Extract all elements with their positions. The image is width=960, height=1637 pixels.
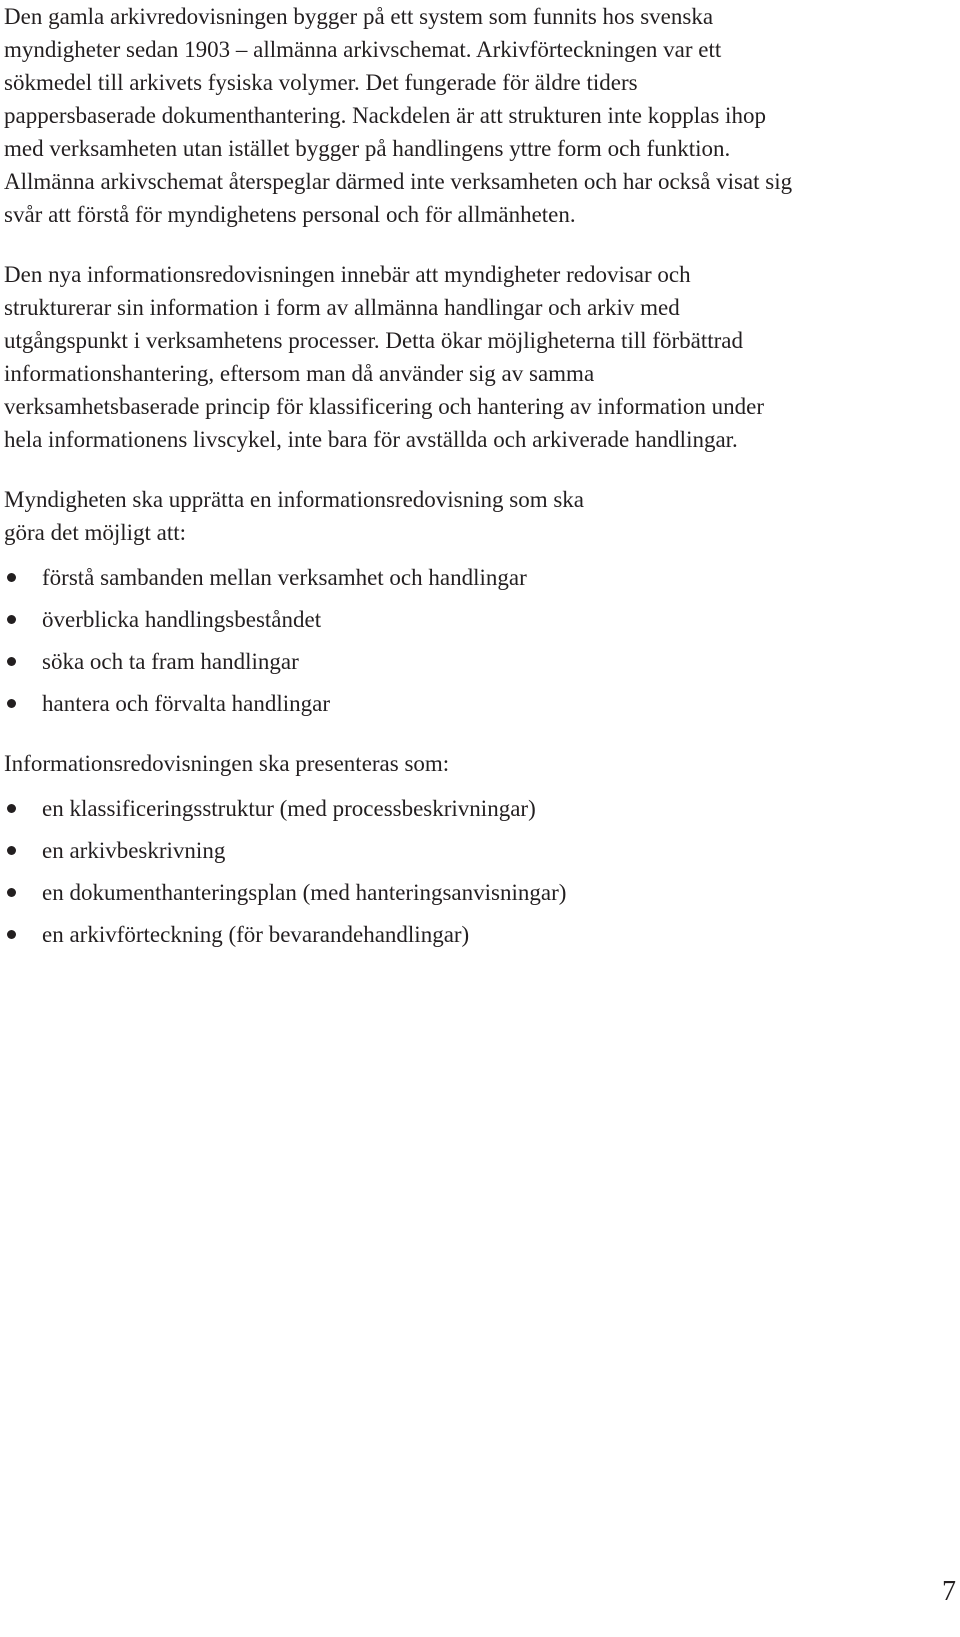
list-item-text: hantera och förvalta handlingar [42,691,331,716]
list-item-text: en klassificeringsstruktur (med processbeskrivningar) [42,796,536,821]
list-item-text: en arkivbeskrivning [42,838,226,863]
list-item [4,683,794,725]
list-item [4,872,794,914]
list-item-text: söka och ta fram handlingar [42,649,299,674]
list-item-text: en dokumenthanteringsplan (med hanteringsanvisningar) [42,880,567,905]
bullet-icon [7,846,16,855]
list-item [4,599,794,641]
page-content [4,0,794,978]
paragraph-old-archive-system: Den gamla arkivredovisningen bygger på ett system som funnits hos svenska myndigheter sedan 1903 – allmänna arkivschemat. Arkivförteckningen var ett sökmedel till arkivets fysiska volymer. Det fungerade för äldre tiders pappersbaserade dokumenthantering. Nackdelen är att strukturen inte kopplas ihop med verksamheten utan istället bygger på handlingens yttre form och funktion. Allmänna arkivschemat återspeglar därmed inte verksamheten och har också visat sig svår att förstå för myndighetens personal och för allmänheten. [4,4,793,227]
bullet-icon [7,888,16,897]
bullet-icon [7,573,16,582]
bullet-icon [7,804,16,813]
list-item [4,641,794,683]
purpose-bullet-list [4,557,794,725]
page-number: 7 [942,1576,956,1607]
paragraph-new-information-accounting: Den nya informationsredovisningen innebär att myndigheter redovisar och strukturerar sin information i form av allmänna handlingar och arkiv med utgångspunkt i verksamhetens processer. Detta ökar möjligheterna till förbättrad informationshantering, eftersom man då använder sig av samma verksamhetsbaserade princip för klassificering och hantering av information under hela informationens livscykel, inte bara för avställda och arkiverade handlingar. [4,262,765,452]
list1-intro: Myndigheten ska upprätta en informationsredovisning som ska göra det möjligt att: [4,487,585,545]
bullet-icon [7,699,16,708]
list-item [4,788,794,830]
list-item [4,830,794,872]
bullet-icon [7,930,16,939]
list-item-text: förstå sambanden mellan verksamhet och handlingar [42,565,527,590]
list2-intro: Informationsredovisningen ska presenteras som: [4,751,450,776]
presentation-bullet-list [4,788,794,956]
list-item [4,557,794,599]
list-item-text: en arkivförteckning (för bevarandehandlingar) [42,922,470,947]
bullet-icon [7,657,16,666]
bullet-icon [7,615,16,624]
list-item [4,914,794,956]
list-item-text: överblicka handlingsbeståndet [42,607,322,632]
